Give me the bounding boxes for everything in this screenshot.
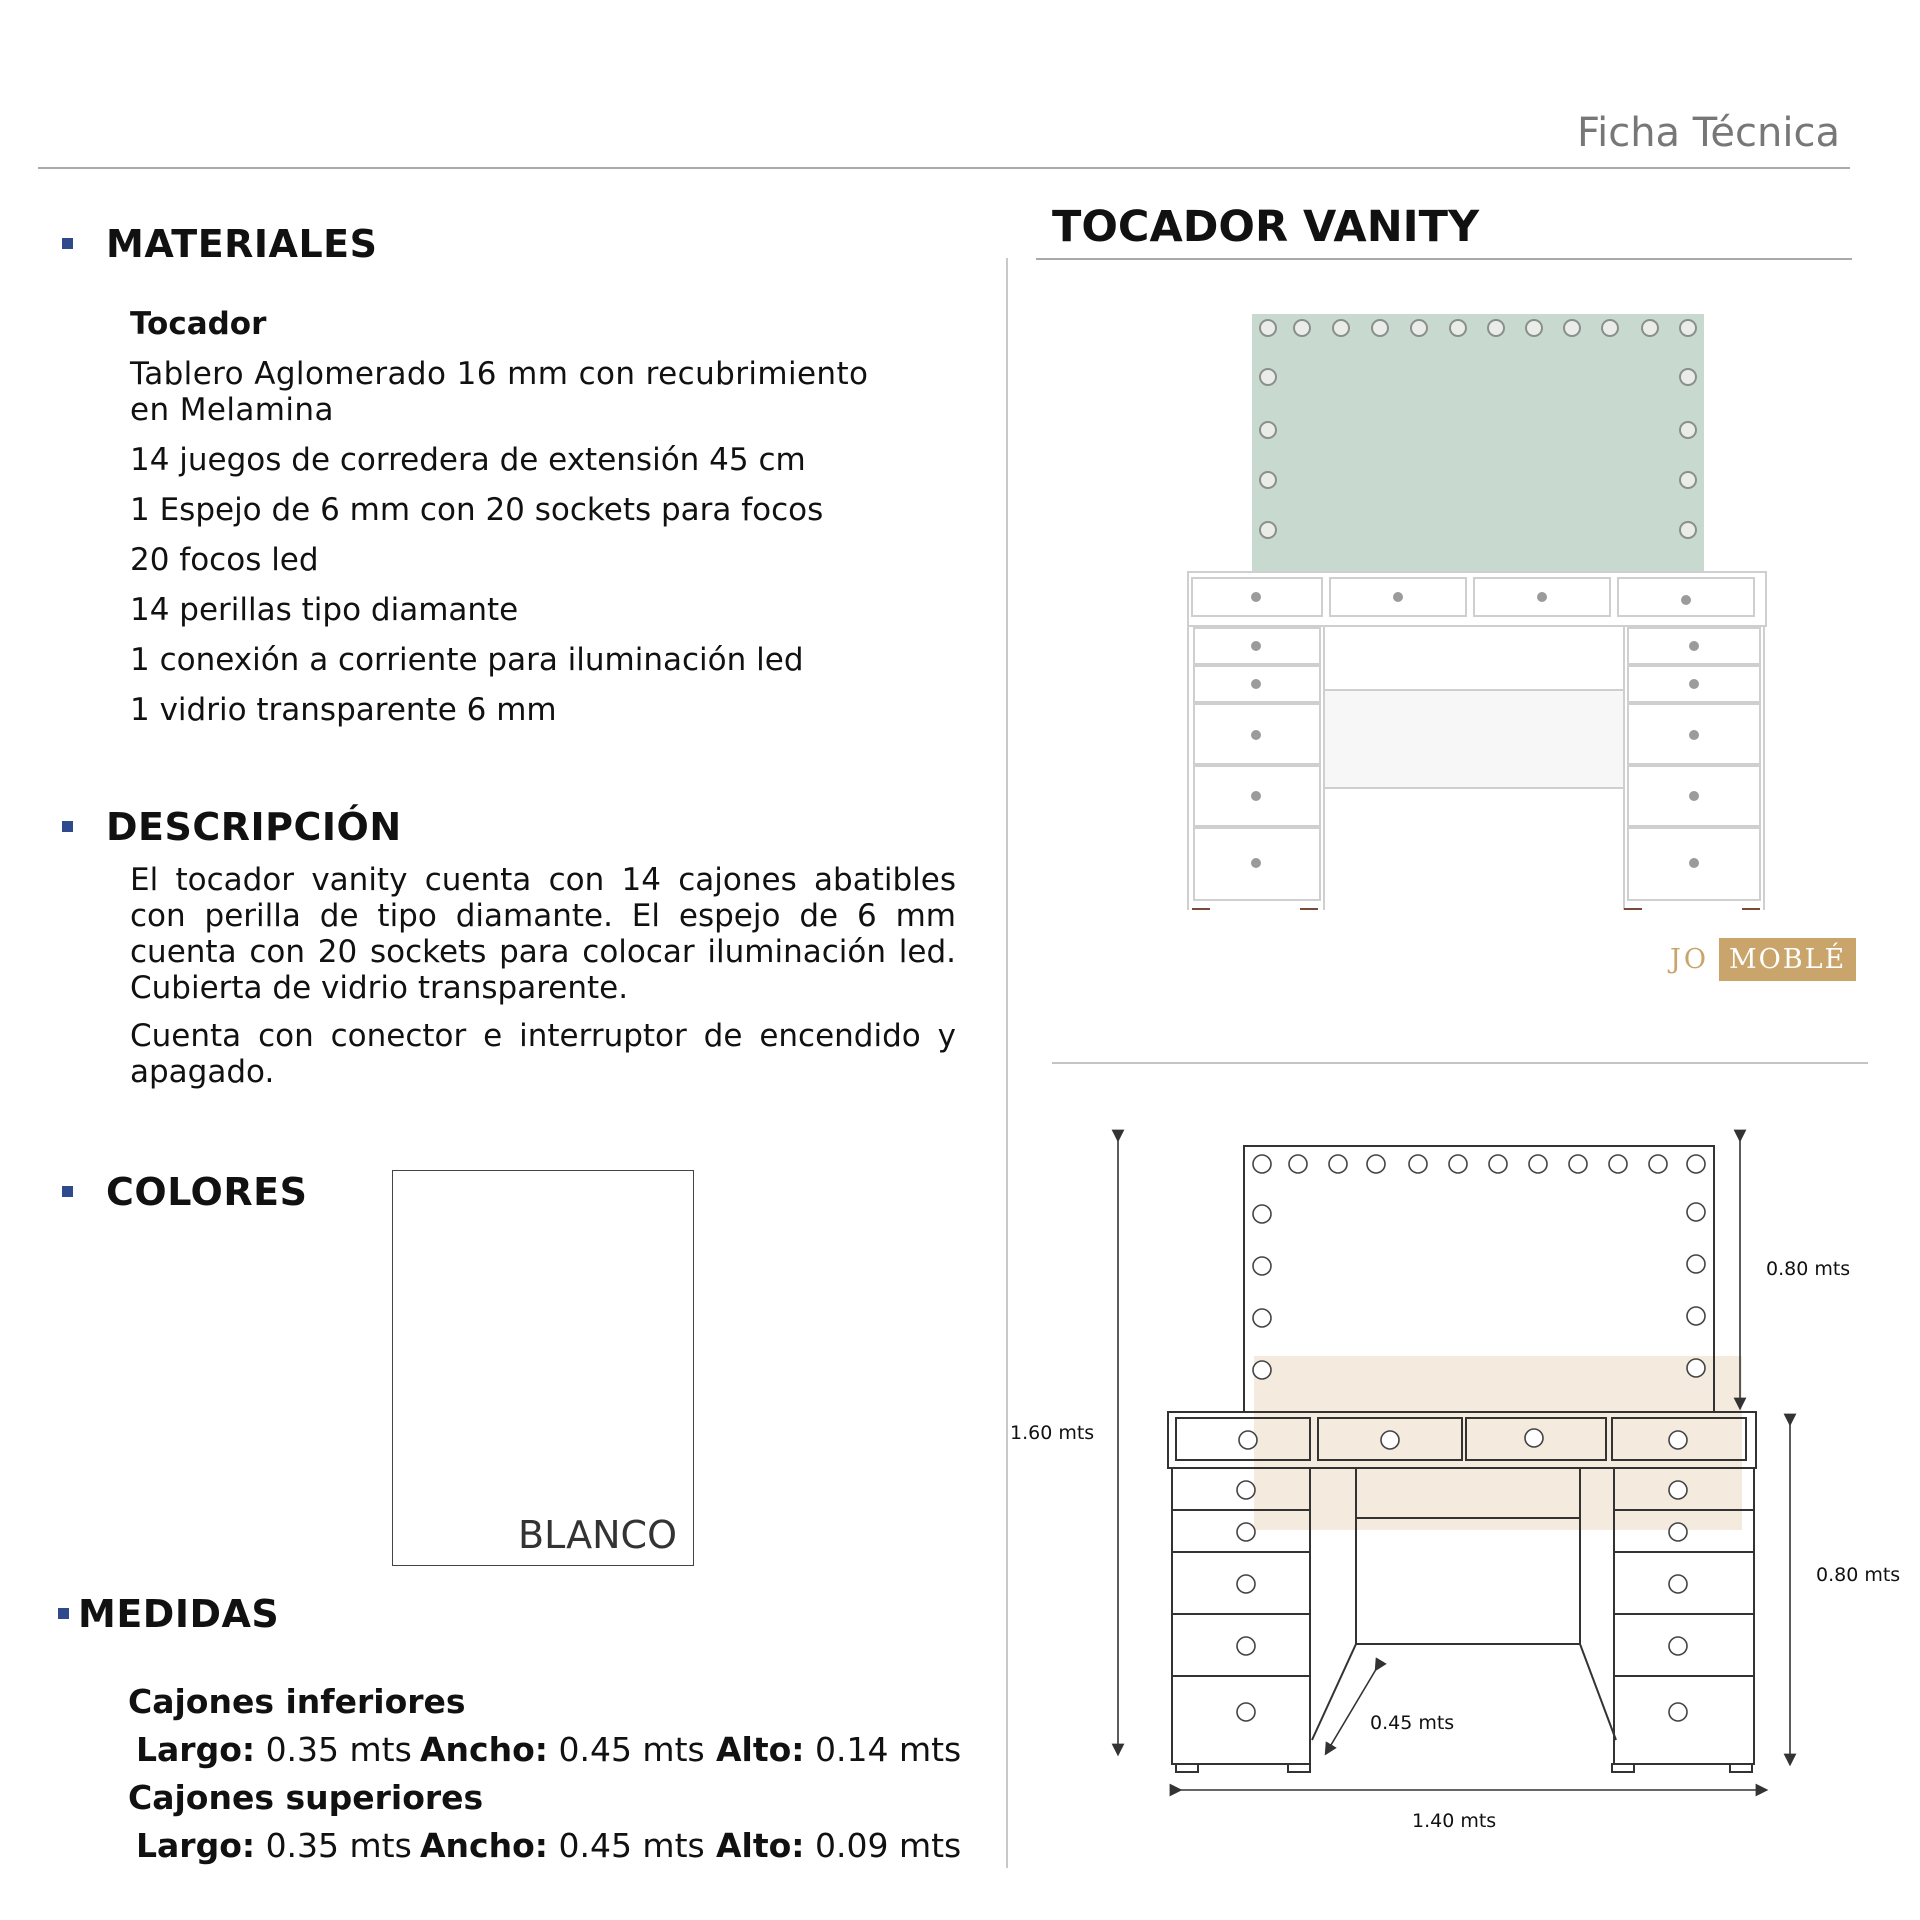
- section-bullet: [62, 238, 73, 249]
- medida-largo: [136, 1826, 412, 1865]
- value: 0.35 mts: [265, 1826, 412, 1865]
- label: Alto:: [716, 1730, 805, 1769]
- section-divider: [1052, 1062, 1868, 1064]
- list-item: 14 juegos de corredera de extensión 45 cm: [130, 442, 806, 478]
- logo-text: JO: [1670, 944, 1709, 975]
- value: 0.45 mts: [558, 1730, 705, 1769]
- section-heading-colores: COLORES: [106, 1170, 308, 1214]
- medida-ancho: [420, 1730, 705, 1769]
- label: Alto:: [716, 1826, 805, 1865]
- dimension-total-height: 1.60 mts: [1010, 1422, 1095, 1444]
- dimension-table-height: 0.80 mts: [1816, 1564, 1901, 1586]
- logo-text: MOBLÉ: [1719, 938, 1856, 981]
- section-heading-medidas: MEDIDAS: [78, 1592, 280, 1636]
- materiales-list: [130, 356, 900, 742]
- brand-logo: [1670, 938, 1856, 981]
- mirror-bulb-circles: [1253, 1155, 1705, 1379]
- color-swatch-blanco: [392, 1170, 694, 1566]
- label: Ancho:: [420, 1730, 548, 1769]
- paragraph: Cuenta con conector e interruptor de encendido y apagado.: [130, 1018, 956, 1090]
- swatch-label: BLANCO: [518, 1513, 677, 1557]
- dimension-mirror-height: 0.80 mts: [1766, 1258, 1851, 1280]
- product-title: TOCADOR VANITY: [1052, 202, 1480, 252]
- value: 0.14 mts: [815, 1730, 962, 1769]
- section-heading-materiales: MATERIALES: [106, 222, 378, 266]
- dimension-depth: 0.45 mts: [1370, 1712, 1455, 1734]
- paragraph: El tocador vanity cuenta con 14 cajones abatibles con perilla de tipo diamante. El espejo de 6 mm cuenta con 20 sockets para colocar iluminación led. Cubierta de vidrio transparente.: [130, 862, 956, 1006]
- medidas-group-title: Cajones superiores: [128, 1778, 484, 1817]
- dimension-drawing: [1000, 1120, 1920, 1860]
- vanity-desk: [1188, 572, 1766, 910]
- label: Largo:: [136, 1730, 256, 1769]
- section-heading-descripcion: DESCRIPCIÓN: [106, 805, 402, 849]
- section-bullet: [58, 1608, 69, 1619]
- medida-alto: [716, 1730, 961, 1769]
- section-bullet: [62, 821, 73, 832]
- medida-ancho: [420, 1826, 705, 1865]
- descripcion-text: [130, 862, 956, 1102]
- value: 0.35 mts: [265, 1730, 412, 1769]
- header-divider: [38, 167, 1850, 169]
- value: 0.45 mts: [558, 1826, 705, 1865]
- page-header-title: Ficha Técnica: [1577, 110, 1840, 156]
- medidas-group-title: Cajones inferiores: [128, 1682, 466, 1721]
- list-item: 1 vidrio transparente 6 mm: [130, 692, 557, 728]
- materiales-subheading: Tocador: [130, 306, 267, 342]
- medida-largo: [136, 1730, 412, 1769]
- list-item: 14 perillas tipo diamante: [130, 592, 519, 628]
- mirror: [1252, 314, 1704, 576]
- list-item: Tablero Aglomerado 16 mm con recubrimiento en Melamina: [130, 356, 869, 428]
- label: Ancho:: [420, 1826, 548, 1865]
- label: Largo:: [136, 1826, 256, 1865]
- list-item: 1 Espejo de 6 mm con 20 sockets para focos: [130, 492, 824, 528]
- value: 0.09 mts: [815, 1826, 962, 1865]
- product-photo: [1176, 310, 1776, 910]
- medida-alto: [716, 1826, 961, 1865]
- list-item: 20 focos led: [130, 542, 319, 578]
- product-title-underline: [1036, 258, 1852, 260]
- list-item: 1 conexión a corriente para iluminación led: [130, 642, 804, 678]
- dimension-width: 1.40 mts: [1412, 1810, 1497, 1832]
- section-bullet: [62, 1186, 73, 1197]
